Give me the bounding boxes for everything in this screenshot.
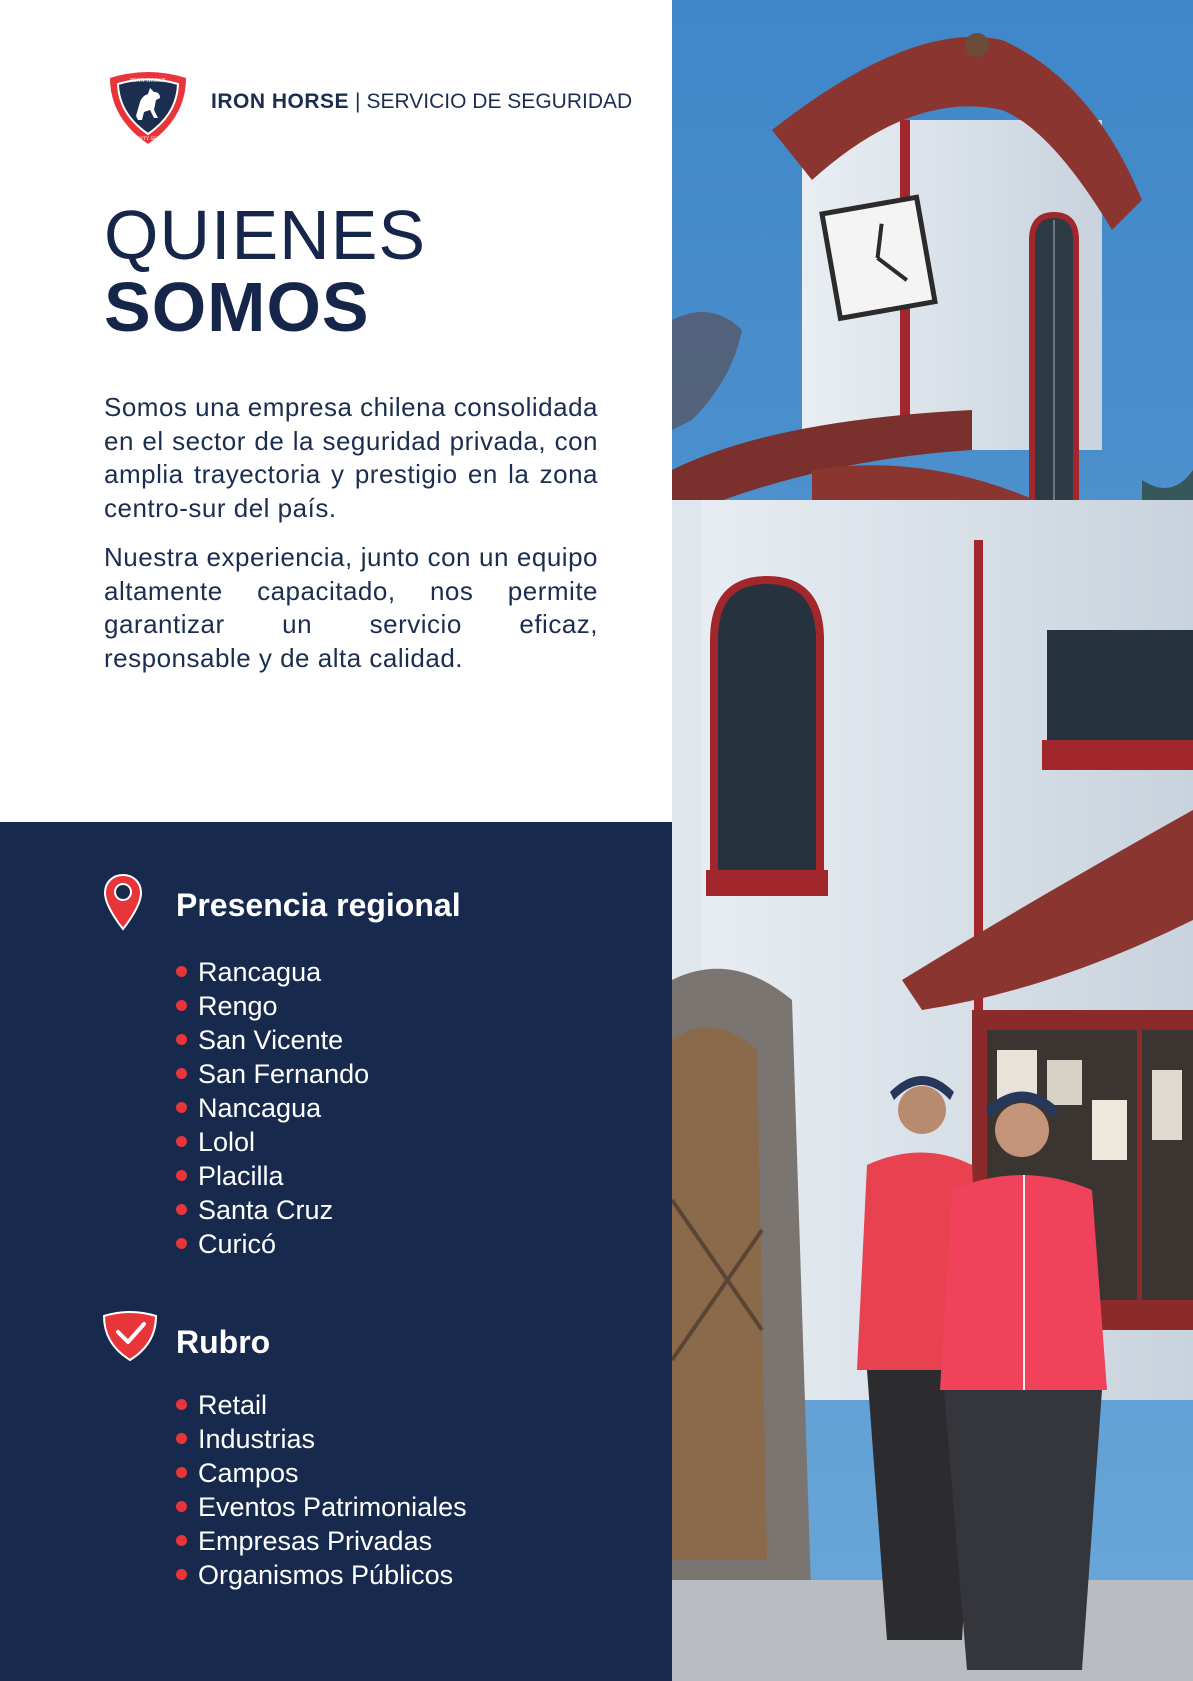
about-paragraph-2: Nuestra experiencia, junto con un equipo altamente capacitado, nos permite garantizar un servicio eficaz, responsable y de alta calidad. xyxy=(104,542,598,673)
list-item xyxy=(174,1558,467,1592)
list-item-label: Lolol xyxy=(198,1127,256,1157)
brand-tagline: SERVICIO DE SEGURIDAD xyxy=(366,90,633,113)
bullet-dot xyxy=(176,1204,187,1215)
list-item xyxy=(174,989,369,1023)
bullet-dot xyxy=(176,1238,187,1249)
about-paragraph-1: Somos una empresa chilena consolidada en el sector de la seguridad privada, con amplia trayectoria y prestigio en la zona centro-sur del país. xyxy=(104,392,599,523)
list-item-label: Placilla xyxy=(198,1161,284,1191)
list-item xyxy=(174,1490,467,1524)
bullet-dot xyxy=(176,966,187,977)
title-line-2: SOMOS xyxy=(104,268,370,346)
bullet-dot xyxy=(176,1535,187,1546)
list-item xyxy=(174,1057,369,1091)
list-item xyxy=(174,1422,467,1456)
brand-name: IRON HORSE xyxy=(211,90,350,113)
list-item-label: Empresas Privadas xyxy=(198,1526,433,1556)
clock-tower-illustration xyxy=(672,0,1193,1681)
brand-header xyxy=(106,70,676,150)
list-item xyxy=(174,1227,369,1261)
list-item xyxy=(174,1125,369,1159)
rubro-title: Rubro xyxy=(176,1324,271,1360)
presence-list xyxy=(174,955,369,1261)
presence-heading xyxy=(102,873,662,933)
list-item-label: Nancagua xyxy=(198,1093,322,1123)
list-item xyxy=(174,1524,467,1558)
list-item-label: Industrias xyxy=(198,1424,316,1454)
brand-line xyxy=(211,90,632,114)
list-item-label: San Fernando xyxy=(198,1059,370,1089)
bullet-dot xyxy=(176,1136,187,1147)
bullet-dot xyxy=(176,1170,187,1181)
bullet-dot xyxy=(176,1102,187,1113)
list-item-label: Eventos Patrimoniales xyxy=(198,1492,467,1522)
bullet-dot xyxy=(176,1433,187,1444)
list-item xyxy=(174,1193,369,1227)
logo-text-top: IRON HORSE xyxy=(130,78,166,84)
list-item-label: Campos xyxy=(198,1458,299,1488)
list-item xyxy=(174,1023,369,1057)
bullet-dot xyxy=(176,1034,187,1045)
building-photo xyxy=(672,0,1193,1681)
list-item xyxy=(174,1091,369,1125)
about-text xyxy=(104,391,598,691)
list-item-label: Organismos Públicos xyxy=(198,1560,454,1590)
title-line-1: QUIENES xyxy=(104,196,427,274)
list-item-label: Curicó xyxy=(198,1229,277,1259)
iron-horse-logo xyxy=(106,70,190,146)
bullet-dot xyxy=(176,1467,187,1478)
list-item-label: Rancagua xyxy=(198,957,322,987)
bullet-dot xyxy=(176,1399,187,1410)
list-item xyxy=(174,1388,467,1422)
list-item-label: Santa Cruz xyxy=(198,1195,334,1225)
bullet-dot xyxy=(176,1569,187,1580)
logo-text-bottom: SECURITY SERVICE xyxy=(125,137,171,142)
bullet-dot xyxy=(176,1000,187,1011)
shield-check-icon xyxy=(102,1310,158,1362)
list-item xyxy=(174,955,369,989)
bullet-dot xyxy=(176,1501,187,1512)
list-item xyxy=(174,1456,467,1490)
list-item xyxy=(174,1159,369,1193)
rubro-list xyxy=(174,1388,467,1592)
list-item-label: Retail xyxy=(198,1390,268,1420)
list-item-label: Rengo xyxy=(198,991,278,1021)
map-pin-icon xyxy=(102,873,144,931)
bullet-dot xyxy=(176,1068,187,1079)
presence-title: Presencia regional xyxy=(176,887,461,923)
page-title xyxy=(104,196,427,346)
rubro-heading xyxy=(102,1310,662,1370)
brand-separator: | xyxy=(355,90,361,113)
list-item-label: San Vicente xyxy=(198,1025,344,1055)
